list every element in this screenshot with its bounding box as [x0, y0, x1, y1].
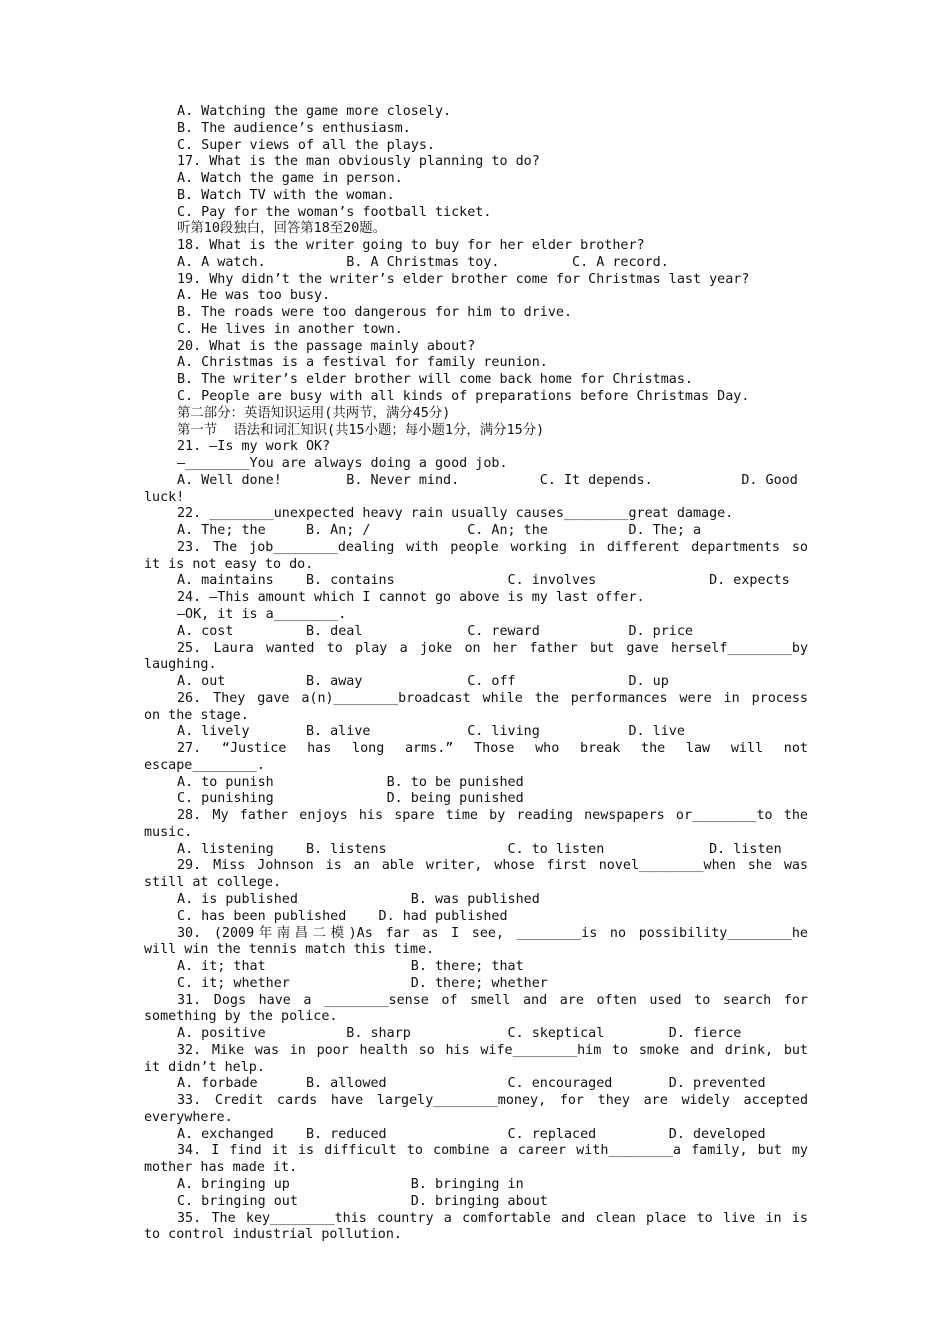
question-line: mother has made it.	[144, 1160, 298, 1176]
question-line: it didn’t help.	[144, 1059, 265, 1075]
option-line: luck!	[144, 489, 185, 505]
option-line: C. bringing out D. bringing about	[177, 1193, 548, 1209]
option-line: A. Watch the game in person.	[177, 171, 403, 187]
question-31: 31. Dogs have a ________sense of smell and are often used to search for	[177, 992, 808, 1008]
option-line: A. He was too busy.	[177, 288, 331, 304]
option-line: A. bringing up B. bringing in	[177, 1177, 524, 1192]
option-line: C. it; whether D. there; whether	[177, 975, 548, 991]
option-line: A. Well done! B. Never mind. C. It depends. D. Good	[177, 472, 798, 488]
question-26: 26. They gave a(n)________broadcast while the performances were in process	[177, 690, 808, 706]
question-18: 18. What is the writer going to buy for her elder brother?	[177, 238, 645, 254]
option-line: A. lively B. alive C. living D. live	[177, 724, 685, 740]
option-line: A. The; the B. An; / C. An; the D. The; a	[177, 523, 702, 539]
question-35: 35. The key________this country a comfortable and clean place to live in is	[177, 1210, 808, 1226]
question-line: will win the tennis match this time.	[144, 942, 435, 958]
option-line: A. positive B. sharp C. skeptical D. fierce	[177, 1026, 742, 1042]
option-line: A. Christmas is a festival for family reunion.	[177, 355, 548, 371]
question-line: it is not easy to do.	[144, 556, 314, 572]
question-line: escape________.	[144, 757, 265, 773]
option-line: C. punishing D. being punished	[177, 791, 524, 807]
option-line: A. forbade B. allowed C. encouraged D. prevented	[177, 1076, 766, 1092]
question-34: 34. I find it is difficult to combine a career with________a family, but my	[177, 1143, 808, 1159]
option-line: A. out B. away C. off D. up	[177, 674, 669, 690]
question-21: 21. —Is my work OK?	[177, 439, 331, 455]
question-33: 33. Credit cards have largely________money, for they are widely accepted	[177, 1093, 808, 1109]
exam-page	[144, 104, 808, 1244]
question-20: 20. What is the passage mainly about?	[177, 338, 476, 354]
option-line: B. The audience’s enthusiasm.	[177, 120, 411, 136]
question-line: —OK, it is a________.	[177, 606, 347, 622]
option-line: A. it; that B. there; that	[177, 959, 524, 975]
option-line: B. The roads were too dangerous for him to drive.	[177, 305, 573, 321]
question-line: laughing.	[144, 657, 217, 673]
question-line: —________You are always doing a good job.	[177, 456, 508, 472]
question-25: 25. Laura wanted to play a joke on her father but gave herself________by	[177, 640, 808, 656]
question-28: 28. My father enjoys his spare time by reading newspapers or________to the	[177, 808, 808, 824]
section-heading: 第一节 语法和词汇知识(共15小题；每小题1分，满分15分)	[177, 422, 545, 438]
question-22: 22. ________unexpected heavy rain usually causes________great damage.	[177, 506, 734, 522]
option-line: C. Super views of all the plays.	[177, 137, 435, 153]
question-line: on the stage.	[144, 707, 249, 723]
option-line: B. Watch TV with the woman.	[177, 187, 395, 203]
question-line: to control industrial pollution.	[144, 1227, 402, 1243]
option-line: A. exchanged B. reduced C. replaced D. developed	[177, 1126, 766, 1142]
question-29: 29. Miss Johnson is an able writer, whose first novel________when she was	[177, 858, 808, 874]
question-27: 27. “Justice has long arms.” Those who break the law will not	[177, 741, 808, 757]
option-line: C. has been published D. had published	[177, 908, 508, 924]
question-32: 32. Mike was in poor health so his wife________him to smoke and drink, but	[177, 1042, 808, 1058]
option-line: C. People are busy with all kinds of preparations before Christmas Day.	[177, 389, 750, 405]
question-24: 24. —This amount which I cannot go above is my last offer.	[177, 590, 645, 606]
option-line: C. He lives in another town.	[177, 321, 403, 337]
question-17: 17. What is the man obviously planning to do?	[177, 154, 540, 170]
option-line: A. A watch. B. A Christmas toy. C. A record.	[177, 254, 669, 270]
question-19: 19. Why didn’t the writer’s elder brother come for Christmas last year?	[177, 271, 750, 287]
section-instruction: 听第10段独白，回答第18至20题。	[177, 221, 387, 237]
question-line: music.	[144, 824, 193, 840]
option-line: A. listening B. listens C. to listen D. listen	[177, 841, 782, 857]
question-line: still at college.	[144, 875, 282, 891]
option-line: A. Watching the game more closely.	[177, 104, 452, 119]
part-heading: 第二部分：英语知识运用(共两节，满分45分)	[177, 405, 451, 421]
option-line: B. The writer’s elder brother will come back home for Christmas.	[177, 372, 693, 388]
question-line: everywhere.	[144, 1109, 233, 1125]
question-30: 30. (2009年南昌二模)As far as I see, ________is no possibility________he	[177, 925, 808, 941]
option-line: A. maintains B. contains C. involves D. expects	[177, 573, 790, 589]
option-line: C. Pay for the woman’s football ticket.	[177, 204, 492, 220]
question-23: 23. The job________dealing with people working in different departments so	[177, 539, 808, 555]
option-line: A. cost B. deal C. reward D. price	[177, 623, 693, 639]
option-line: A. to punish B. to be punished	[177, 774, 524, 790]
option-line: A. is published B. was published	[177, 891, 540, 907]
question-line: something by the police.	[144, 1009, 338, 1025]
